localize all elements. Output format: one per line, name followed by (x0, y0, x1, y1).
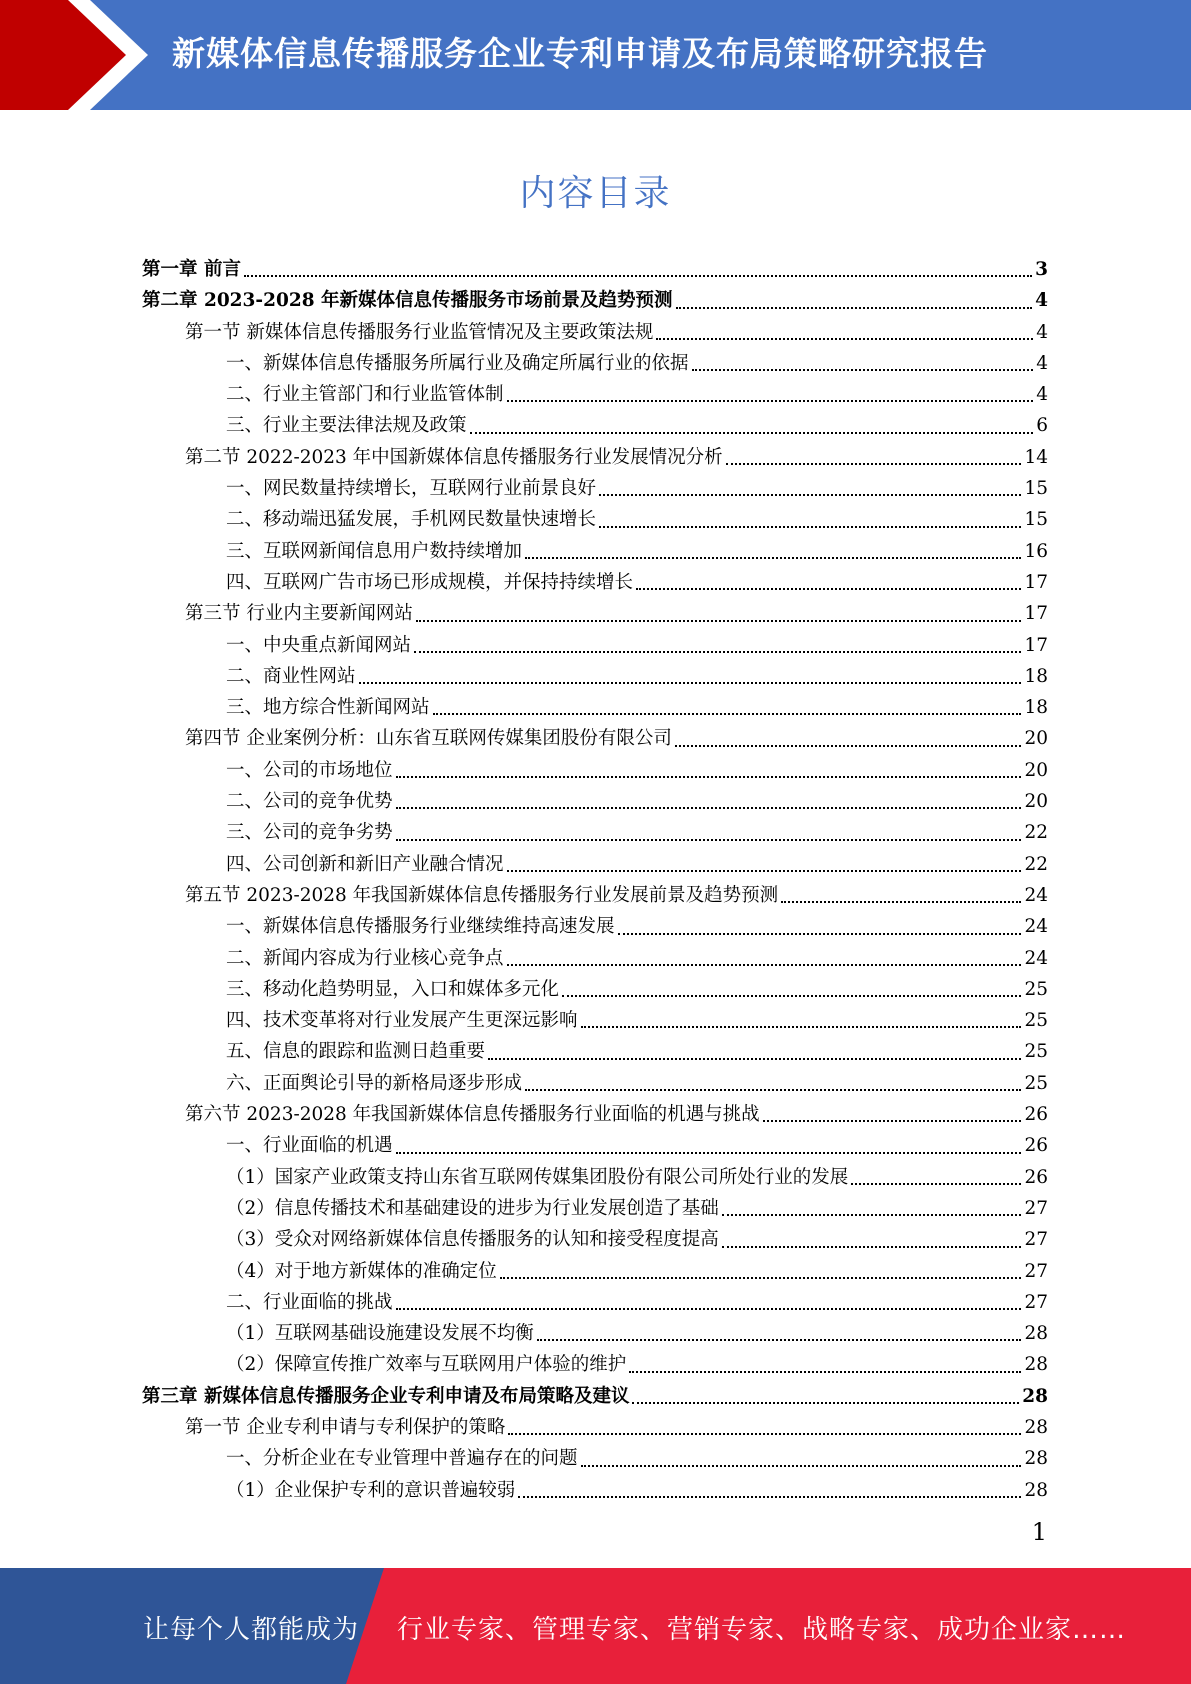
toc-entry[interactable] (142, 911, 1048, 942)
toc-entry-label: 一、分析企业在专业管理中普遍存在的问题 (226, 1448, 578, 1470)
toc-entry-page: 14 (1024, 446, 1048, 468)
toc-entry-page: 3 (1035, 259, 1048, 280)
toc-entry-page: 4 (1036, 384, 1048, 406)
toc-dot-leader (488, 1057, 1021, 1060)
toc-dot-leader (618, 932, 1022, 935)
toc-entry-label: （2）信息传播技术和基础建设的进步为行业发展创造了基础 (226, 1197, 719, 1219)
toc-entry-label: （4）对于地方新媒体的准确定位 (226, 1260, 497, 1282)
toc-entry[interactable] (142, 974, 1048, 1005)
toc-entry-label: （1）企业保护专利的意识普遍较弱 (226, 1479, 516, 1501)
toc-dot-leader (416, 619, 1022, 622)
toc-dot-leader (851, 1182, 1021, 1185)
toc-entry-label: （1）互联网基础设施建设发展不均衡 (226, 1323, 534, 1345)
toc-entry[interactable] (142, 1193, 1048, 1224)
toc-entry-page: 25 (1024, 978, 1048, 1000)
toc-entry[interactable] (142, 692, 1048, 723)
toc-entry[interactable] (142, 1475, 1048, 1506)
toc-dot-leader (636, 587, 1021, 590)
toc-entry[interactable] (142, 1443, 1048, 1474)
toc-entry-label: 二、行业主管部门和行业监管体制 (226, 384, 504, 406)
toc-dot-leader (396, 1307, 1022, 1310)
toc-entry[interactable] (142, 1005, 1048, 1036)
toc-entry-page: 28 (1024, 1416, 1048, 1438)
toc-entry[interactable] (142, 348, 1048, 379)
header-arrow-decoration (0, 0, 160, 110)
toc-entry-page: 28 (1022, 1385, 1048, 1407)
toc-dot-leader (414, 650, 1021, 653)
toc-dot-leader (562, 994, 1021, 997)
toc-entry[interactable] (142, 317, 1048, 348)
toc-entry-page: 20 (1024, 791, 1048, 813)
toc-entry[interactable] (142, 1224, 1048, 1255)
toc-entry[interactable] (142, 1256, 1048, 1287)
toc-dot-leader (676, 306, 1033, 309)
toc-entry-label: 三、公司的竞争劣势 (226, 822, 393, 844)
toc-entry-label: 一、行业面临的机遇 (226, 1135, 393, 1157)
toc-entry-label: 一、新媒体信息传播服务所属行业及确定所属行业的依据 (226, 352, 689, 374)
toc-entry-page: 15 (1024, 478, 1048, 500)
toc-entry-label: 第二节 2022-2023 年中国新媒体信息传播服务行业发展情况分析 (185, 446, 723, 468)
toc-dot-leader (525, 1088, 1021, 1091)
toc-dot-leader (507, 399, 1034, 402)
toc-entry[interactable] (142, 661, 1048, 692)
toc-entry-label: 六、正面舆论引导的新格局逐步形成 (226, 1072, 523, 1094)
toc-dot-leader (629, 1370, 1021, 1373)
toc-entry[interactable] (142, 285, 1048, 316)
toc-dot-leader (507, 963, 1022, 966)
toc-dot-leader (599, 493, 1021, 496)
toc-entry[interactable] (142, 880, 1048, 911)
toc-entry[interactable] (142, 1287, 1048, 1318)
toc-entry-label: 一、中央重点新闻网站 (226, 634, 412, 656)
toc-dot-leader (525, 556, 1021, 559)
toc-entry-page: 17 (1024, 571, 1048, 593)
toc-entry-label: 第二章 2023-2028 年新媒体信息传播服务市场前景及趋势预测 (142, 290, 673, 312)
toc-dot-leader (692, 368, 1034, 371)
toc-dot-leader (763, 1119, 1022, 1122)
toc-dot-leader (656, 337, 1033, 340)
toc-entry-label: 四、公司创新和新旧产业融合情况 (226, 853, 504, 875)
toc-entry-label: 第三节 行业内主要新闻网站 (185, 603, 413, 625)
toc-entry[interactable] (142, 254, 1048, 285)
toc-entry[interactable] (142, 410, 1048, 441)
toc-entry-page: 25 (1024, 1072, 1048, 1094)
toc-entry-label: （3）受众对网络新媒体信息传播服务的认知和接受程度提高 (226, 1229, 719, 1251)
toc-entry-label: 二、公司的竞争优势 (226, 791, 393, 813)
toc-dot-leader (722, 1213, 1022, 1216)
toc-dot-leader (244, 274, 1032, 277)
toc-entry-label: 三、地方综合性新闻网站 (226, 697, 430, 719)
toc-entry[interactable] (142, 1099, 1048, 1130)
toc-dot-leader (396, 1151, 1022, 1154)
toc-dot-leader (675, 744, 1022, 747)
toc-entry[interactable] (142, 504, 1048, 535)
toc-entry-page: 4 (1035, 290, 1048, 312)
toc-entry-page: 26 (1024, 1135, 1048, 1157)
toc-dot-leader (781, 900, 1021, 903)
toc-entry-page: 22 (1024, 822, 1048, 844)
toc-entry-label: 第一节 新媒体信息传播服务行业监管情况及主要政策法规 (185, 321, 654, 343)
toc-entry-page: 25 (1024, 1010, 1048, 1032)
toc-entry-label: （1）国家产业政策支持山东省互联网传媒集团股份有限公司所处行业的发展 (226, 1166, 849, 1188)
toc-entry-label: 一、新媒体信息传播服务行业继续维持高速发展 (226, 916, 615, 938)
toc-entry-page: 16 (1024, 540, 1048, 562)
toc-entry-page: 24 (1024, 947, 1048, 969)
toc-entry-label: 第一章 前言 (142, 259, 241, 280)
toc-entry-page: 28 (1024, 1323, 1048, 1345)
toc-dot-leader (396, 775, 1022, 778)
toc-entry[interactable] (142, 630, 1048, 661)
toc-entry-label: 三、行业主要法律法规及政策 (226, 415, 467, 437)
toc-entry-label: 五、信息的跟踪和监测日趋重要 (226, 1041, 486, 1063)
toc-entry[interactable] (142, 1162, 1048, 1193)
toc-entry[interactable] (142, 943, 1048, 974)
toc-entry[interactable] (142, 1036, 1048, 1067)
toc-entry-label: 第一节 企业专利申请与专利保护的策略 (185, 1416, 506, 1438)
toc-entry-label: 一、公司的市场地位 (226, 759, 393, 781)
toc-dot-leader (396, 806, 1022, 809)
toc-entry-page: 6 (1036, 415, 1048, 437)
toc-entry-page: 18 (1024, 665, 1048, 687)
toc-dot-leader (518, 1495, 1021, 1498)
toc-dot-leader (581, 1025, 1022, 1028)
toc-entry[interactable] (142, 598, 1048, 629)
toc-dot-leader (470, 431, 1034, 434)
toc-entry[interactable] (142, 849, 1048, 880)
toc-entry-label: 第三章 新媒体信息传播服务企业专利申请及布局策略及建议 (142, 1385, 630, 1407)
toc-title: 内容目录 (519, 173, 672, 214)
toc-entry-page: 26 (1024, 1166, 1048, 1188)
toc-dot-leader (599, 525, 1021, 528)
toc-entry[interactable] (142, 379, 1048, 410)
toc-dot-leader (537, 1338, 1022, 1341)
toc-dot-leader (500, 1276, 1022, 1279)
toc-entry-label: 四、互联网广告市场已形成规模，并保持持续增长 (226, 571, 634, 593)
toc-entry-label: 一、网民数量持续增长，互联网行业前景良好 (226, 478, 597, 500)
toc-entry-page: 26 (1024, 1104, 1048, 1126)
toc-entry[interactable] (142, 442, 1048, 473)
toc-entry-page: 28 (1024, 1354, 1048, 1376)
toc-entry-page: 24 (1024, 916, 1048, 938)
toc-entry-label: 第五节 2023-2028 年我国新媒体信息传播服务行业发展前景及趋势预测 (185, 884, 779, 906)
toc-entry-page: 18 (1024, 697, 1048, 719)
toc-entry-page: 17 (1024, 603, 1048, 625)
toc-entry[interactable] (142, 723, 1048, 754)
toc-dot-leader (581, 1464, 1022, 1467)
toc-entry-label: 四、技术变革将对行业发展产生更深远影响 (226, 1010, 578, 1032)
toc-entry-page: 28 (1024, 1479, 1048, 1501)
table-of-contents (142, 254, 1048, 1506)
toc-entry-page: 15 (1024, 509, 1048, 531)
toc-entry-label: 第四节 企业案例分析：山东省互联网传媒集团股份有限公司 (185, 728, 672, 750)
toc-entry-page: 27 (1024, 1229, 1048, 1251)
footer-slogan-right: 行业专家、管理专家、营销专家、战略专家、成功企业家…… (397, 1615, 1127, 1645)
toc-entry-label: 二、移动端迅猛发展，手机网民数量快速增长 (226, 509, 597, 531)
toc-entry-page: 4 (1036, 321, 1048, 343)
toc-entry-page: 17 (1024, 634, 1048, 656)
toc-entry-page: 20 (1024, 759, 1048, 781)
toc-entry-page: 27 (1024, 1197, 1048, 1219)
toc-entry[interactable] (142, 1381, 1048, 1412)
toc-dot-leader (726, 462, 1022, 465)
toc-dot-leader (508, 1432, 1021, 1435)
toc-dot-leader (722, 1245, 1022, 1248)
toc-entry-page: 22 (1024, 853, 1048, 875)
page-number: 1 (1031, 1518, 1047, 1546)
footer-slogan-left: 让每个人都能成为 (143, 1615, 360, 1645)
toc-entry[interactable] (142, 567, 1048, 598)
toc-entry-page: 4 (1036, 352, 1048, 374)
toc-entry-label: （2）保障宣传推广效率与互联网用户体验的维护 (226, 1354, 627, 1376)
toc-entry-page: 28 (1024, 1448, 1048, 1470)
toc-entry-label: 第六节 2023-2028 年我国新媒体信息传播服务行业面临的机遇与挑战 (185, 1104, 760, 1126)
toc-entry[interactable] (142, 1318, 1048, 1349)
toc-entry[interactable] (142, 473, 1048, 504)
toc-entry[interactable] (142, 1349, 1048, 1380)
toc-entry-page: 27 (1024, 1291, 1048, 1313)
toc-entry-label: 三、移动化趋势明显，入口和媒体多元化 (226, 978, 560, 1000)
toc-entry[interactable] (142, 1412, 1048, 1443)
header-banner (0, 0, 1191, 110)
toc-entry-label: 二、行业面临的挑战 (226, 1291, 393, 1313)
toc-dot-leader (632, 1401, 1019, 1404)
toc-entry[interactable] (142, 1068, 1048, 1099)
report-title: 新媒体信息传播服务企业专利申请及布局策略研究报告 (172, 34, 988, 73)
toc-entry[interactable] (142, 786, 1048, 817)
toc-entry-label: 二、新闻内容成为行业核心竞争点 (226, 947, 504, 969)
toc-entry[interactable] (142, 817, 1048, 848)
toc-entry-page: 25 (1024, 1041, 1048, 1063)
toc-entry-page: 20 (1024, 728, 1048, 750)
toc-entry-label: 二、商业性网站 (226, 665, 356, 687)
toc-entry[interactable] (142, 1130, 1048, 1161)
toc-entry-page: 24 (1024, 884, 1048, 906)
toc-entry[interactable] (142, 755, 1048, 786)
toc-dot-leader (433, 712, 1022, 715)
toc-entry[interactable] (142, 536, 1048, 567)
footer-banner (0, 1568, 1191, 1684)
toc-dot-leader (396, 838, 1022, 841)
toc-entry-label: 三、互联网新闻信息用户数持续增加 (226, 540, 523, 562)
toc-entry-page: 27 (1024, 1260, 1048, 1282)
toc-dot-leader (507, 869, 1022, 872)
toc-dot-leader (359, 681, 1022, 684)
